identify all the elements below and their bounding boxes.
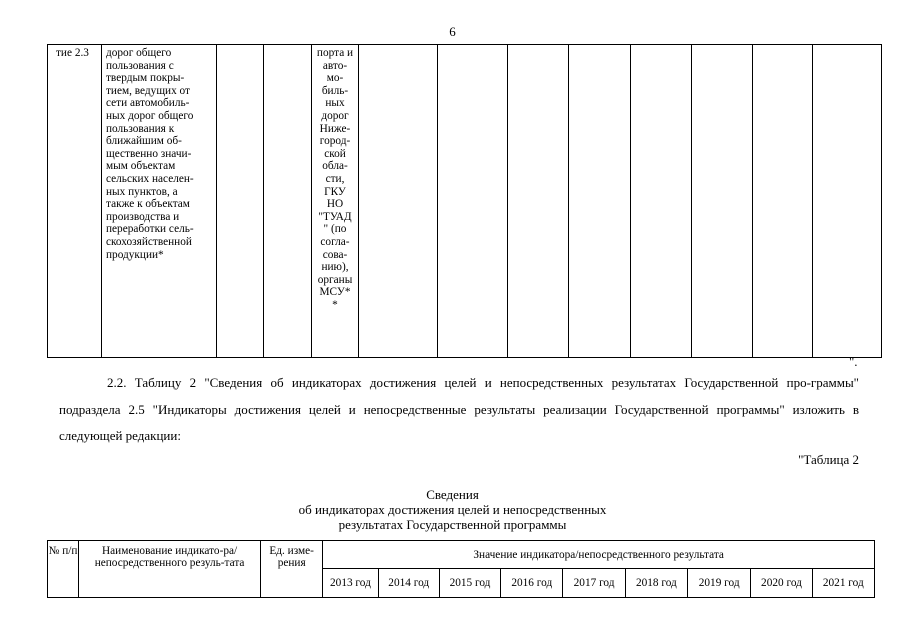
exec-line: *: [332, 298, 338, 311]
exec-line: сти,: [325, 172, 345, 185]
header-year: 2013 год: [323, 569, 378, 598]
name-line: пользования с: [106, 59, 174, 72]
name-line: ных пунктов, а: [106, 185, 178, 198]
title-line: Сведения: [426, 487, 479, 502]
header-num: № п/п: [48, 541, 79, 598]
continued-table: [47, 44, 882, 358]
paragraph-text: 2.2. Таблицу 2 "Сведения об индикаторах достижения целей и непосредственных результатах Государственной про-граммы" подраздела 2.5 "Индикаторы достижения целей и непосредственные результаты реализации Государственной программы" изложить в следующей редакции:: [59, 375, 859, 443]
exec-line: " (по: [323, 223, 347, 236]
name-line: переработки сель-: [106, 223, 194, 236]
exec-line: сова-: [322, 248, 348, 261]
header-unit: Ед. изме-рения: [261, 541, 323, 598]
exec-line: "ТУАД: [318, 210, 352, 223]
row-number-cell: тие 2.3: [48, 45, 102, 358]
exec-line: авто-: [322, 59, 348, 72]
exec-line: ской: [324, 147, 346, 160]
empty-cell: [753, 45, 813, 358]
amendment-paragraph: [59, 370, 859, 450]
indicators-table: [47, 540, 875, 598]
name-line: сети автомобиль-: [106, 97, 190, 110]
exec-line: Ниже-: [319, 122, 351, 135]
closing-quote: ".: [849, 354, 858, 369]
name-line: твердым покры-: [106, 72, 185, 85]
empty-cell: [631, 45, 692, 358]
header-value: Значение индикатора/непосредственного результата: [323, 541, 875, 569]
header-indicator-name: Наименование индикато-ра/непосредственного резуль-тата: [79, 541, 261, 598]
empty-cell: [569, 45, 631, 358]
table-title: [0, 487, 905, 532]
empty-cell: [508, 45, 569, 358]
empty-cell: [438, 45, 508, 358]
empty-cell: [692, 45, 753, 358]
header-year: 2019 год: [688, 569, 751, 598]
exec-line: город-: [319, 135, 351, 148]
name-line: скохозяйственной: [106, 235, 192, 248]
exec-line: обла-: [322, 160, 348, 173]
empty-cell: [264, 45, 312, 358]
table-label: "Таблица 2: [798, 452, 859, 467]
header-year: 2016 год: [501, 569, 563, 598]
title-line: результатах Государственной программы: [338, 517, 567, 532]
header-year: 2018 год: [625, 569, 687, 598]
executor-text: [312, 47, 358, 311]
exec-line: МСУ*: [319, 286, 351, 299]
header-year: 2017 год: [563, 569, 625, 598]
header-year: 2015 год: [439, 569, 500, 598]
name-line: производства и: [106, 210, 180, 223]
header-year: 2014 год: [378, 569, 439, 598]
header-year: 2021 год: [812, 569, 874, 598]
header-year: 2020 год: [751, 569, 812, 598]
name-line: сельских населен-: [106, 172, 194, 185]
empty-cell: [217, 45, 264, 358]
exec-line: мо-: [326, 72, 344, 85]
name-line: дорог общего: [106, 47, 172, 59]
exec-line: ГКУ: [324, 185, 346, 198]
exec-line: ных: [325, 97, 345, 110]
name-line: щественно значи-: [106, 147, 192, 160]
exec-line: биль-: [321, 84, 349, 97]
name-line: тием, ведущих от: [106, 84, 190, 97]
indicator-name-text: [106, 47, 214, 261]
executor-cell: [312, 45, 359, 358]
name-line: ных дорог общего: [106, 109, 194, 122]
exec-line: органы: [317, 273, 353, 286]
name-line: пользования к: [106, 122, 175, 135]
empty-cell: [813, 45, 882, 358]
name-line: ближайшим об-: [106, 135, 182, 148]
empty-cell: [359, 45, 438, 358]
name-line: продукции*: [106, 248, 164, 261]
name-line: мым объектам: [106, 160, 176, 173]
exec-line: согла-: [320, 235, 350, 248]
page-number: 6: [449, 24, 456, 39]
exec-line: дорог: [321, 109, 349, 122]
exec-line: порта и: [316, 47, 354, 59]
name-line: также к объектам: [106, 198, 190, 211]
exec-line: НО: [326, 198, 344, 211]
exec-line: нию),: [321, 261, 349, 274]
title-line: об индикаторах достижения целей и непосредственных: [298, 502, 607, 517]
indicator-name-cell: [102, 45, 217, 358]
